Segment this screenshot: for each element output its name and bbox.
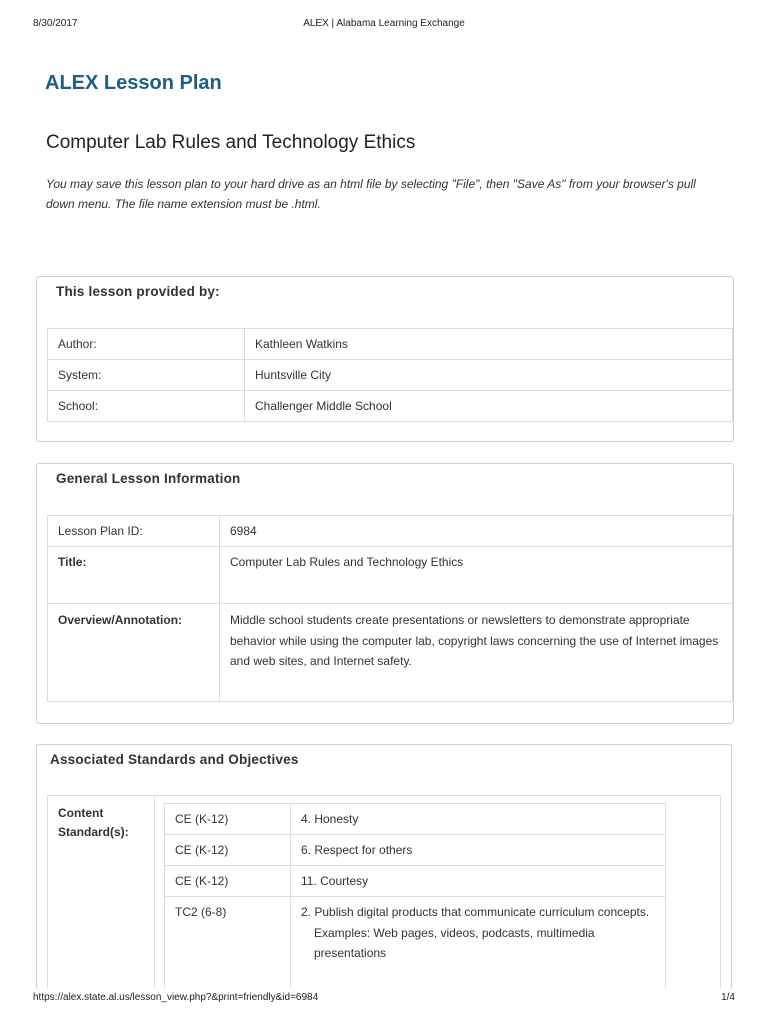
page-number: 1/4 bbox=[721, 992, 735, 1003]
standard-text: 11. Courtesy bbox=[291, 866, 666, 897]
general-info-table bbox=[47, 515, 733, 702]
standard-examples: Examples: Web pages, videos, podcasts, multimedia presentations bbox=[314, 925, 595, 960]
standards-table bbox=[164, 803, 666, 988]
provided-by-heading: This lesson provided by: bbox=[56, 284, 220, 299]
standard-code: CE (K-12) bbox=[165, 866, 291, 897]
standard-code: CE (K-12) bbox=[165, 835, 291, 866]
standard-code: CE (K-12) bbox=[165, 804, 291, 835]
school-value: Challenger Middle School bbox=[245, 391, 733, 422]
standard-text: 6. Respect for others bbox=[291, 835, 666, 866]
lesson-id-value: 6984 bbox=[220, 516, 733, 547]
title-label: Title: bbox=[48, 547, 220, 604]
site-title: ALEX Lesson Plan bbox=[45, 72, 222, 94]
table-row bbox=[165, 804, 666, 835]
standards-label-cell bbox=[47, 795, 155, 988]
provided-by-panel bbox=[36, 276, 734, 442]
table-row bbox=[48, 391, 733, 422]
standard-text: 2. Publish digital products that communicate curriculum concepts. bbox=[301, 905, 650, 919]
title-value: Computer Lab Rules and Technology Ethics bbox=[220, 547, 733, 604]
intro-text: You may save this lesson plan to your hard drive as an html file by selecting "File", then "Save As" from your browser's pull down menu. The file name extension must be .html. bbox=[46, 177, 696, 211]
system-value: Huntsville City bbox=[245, 360, 733, 391]
general-info-panel bbox=[36, 463, 734, 724]
table-row bbox=[165, 897, 666, 989]
content-standards-label: Content Standard(s): bbox=[58, 806, 129, 839]
author-value: Kathleen Watkins bbox=[245, 329, 733, 360]
table-row bbox=[48, 516, 733, 547]
print-url: https://alex.state.al.us/lesson_view.php?&print=friendly&id=6984 bbox=[33, 992, 319, 1003]
standards-panel-clip bbox=[36, 744, 732, 988]
author-label: Author: bbox=[48, 329, 245, 360]
print-date: 8/30/2017 bbox=[33, 18, 78, 29]
standard-cell bbox=[291, 897, 666, 989]
table-row bbox=[48, 547, 733, 604]
table-row bbox=[165, 835, 666, 866]
overview-label: Overview/Annotation: bbox=[48, 604, 220, 702]
provided-by-table bbox=[47, 328, 733, 422]
print-footer bbox=[0, 992, 768, 1006]
school-label: School: bbox=[48, 391, 245, 422]
standards-heading: Associated Standards and Objectives bbox=[50, 752, 299, 767]
standard-code: TC2 (6-8) bbox=[165, 897, 291, 989]
system-label: System: bbox=[48, 360, 245, 391]
general-info-heading: General Lesson Information bbox=[56, 471, 241, 486]
print-header bbox=[0, 18, 768, 32]
standards-panel bbox=[36, 744, 732, 988]
print-page-title: ALEX | Alabama Learning Exchange bbox=[303, 18, 465, 29]
lesson-title: Computer Lab Rules and Technology Ethics bbox=[46, 132, 416, 153]
standard-text: 4. Honesty bbox=[291, 804, 666, 835]
table-row bbox=[48, 604, 733, 702]
overview-value: Middle school students create presentations or newsletters to demonstrate appropriate behavior while using the computer lab, copyright laws concerning the use of Internet images and web sites, and Internet safety. bbox=[220, 604, 733, 702]
table-row bbox=[48, 360, 733, 391]
table-row bbox=[165, 866, 666, 897]
table-row bbox=[48, 329, 733, 360]
lesson-id-label: Lesson Plan ID: bbox=[48, 516, 220, 547]
